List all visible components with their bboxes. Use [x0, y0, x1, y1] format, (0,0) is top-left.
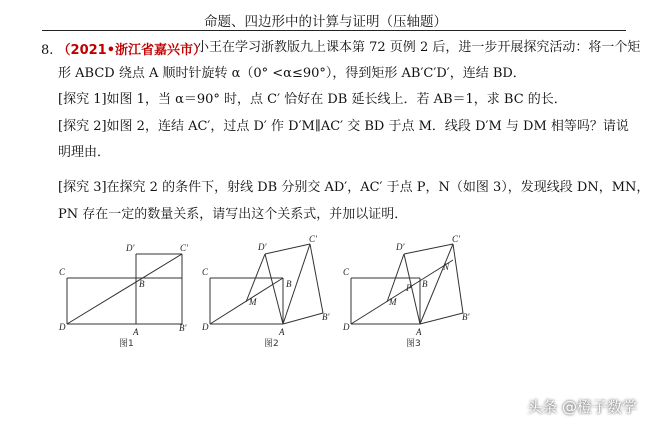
fig2-label-Cp: C′ — [309, 234, 317, 244]
figure-3 — [342, 234, 470, 349]
figure-2 — [201, 234, 330, 349]
question-line-4: [探究 2]如图 2，连结 AC′，过点 D′ 作 D′M∥AC′ 交 BD 于点 M．线段 D′M 与 DM 相等吗？请说 — [58, 119, 629, 134]
fig3-edge-DpCp — [404, 244, 453, 254]
fig3-edge-CpBp — [453, 244, 463, 313]
question-source: （2021•浙江省嘉兴市） — [57, 43, 207, 58]
figure-1 — [58, 243, 189, 349]
fig2-edge-CpBp — [310, 244, 323, 313]
fig1-label-A: A — [133, 327, 139, 337]
fig3-edge-BpA — [420, 313, 463, 324]
question-line-1: 小王在学习浙教版九上课本第 72 页例 2 后，进一步开展探究活动：将一个矩 — [196, 40, 641, 55]
fig1-label-B: B — [139, 279, 145, 289]
question-number-text: 8. — [41, 43, 54, 58]
fig2-label-M: M — [249, 297, 257, 307]
fig3-ray-DB — [351, 260, 453, 324]
fig3-caption: 图3 — [406, 339, 421, 349]
question-line-5: 明理由． — [58, 145, 111, 160]
fig3-label-P: P — [406, 283, 412, 293]
fig2-edge-DpCp — [265, 244, 310, 254]
fig3-label-M: M — [389, 297, 397, 307]
fig1-label-D: D — [59, 322, 66, 332]
fig2-label-D: D — [202, 322, 209, 332]
question-line-7: PN 存在一定的数量关系，请写出这个关系式，并加以证明． — [58, 207, 408, 222]
fig2-edge-ADp — [265, 254, 283, 324]
question-line-2: 形 ABCD 绕点 A 顺时针旋转 α（0° <α≤90°），得到矩形 AB′C′D′，连结 BD． — [58, 66, 526, 81]
fig1-caption: 图1 — [119, 339, 134, 349]
question-line-6: [探究 3]在探究 2 的条件下，射线 DB 分别交 AD′，AC′ 于点 P，N（如图 3），发现线段 DN，MN， — [58, 180, 650, 195]
fig3-label-N: N — [443, 262, 450, 272]
fig3-label-C: C — [343, 267, 350, 277]
fig2-label-A: A — [279, 327, 285, 337]
fig1-diagonal-DCp — [67, 254, 182, 324]
fig1-label-C: C — [59, 267, 66, 277]
watermark: 头条 @橙子数学 — [527, 398, 637, 416]
fig3-label-A: A — [416, 327, 422, 337]
fig1-label-Bp: B′ — [179, 323, 187, 333]
fig3-label-Dp: D′ — [396, 242, 405, 252]
fig2-label-Dp: D′ — [258, 242, 267, 252]
question-line-3: [探究 1]如图 1，当 α＝90° 时，点 C′ 恰好在 DB 延长线上．若 AB＝1，求 BC 的长． — [58, 92, 567, 107]
fig2-label-C: C — [202, 267, 209, 277]
fig2-label-B: B — [286, 279, 292, 289]
fig3-label-D: D — [343, 322, 350, 332]
fig1-label-Cp: C′ — [180, 243, 188, 253]
fig3-label-B: B — [422, 279, 428, 289]
fig3-label-Cp: C′ — [452, 234, 460, 244]
fig2-label-Bp: B′ — [322, 312, 330, 322]
fig2-edge-BpA — [283, 313, 323, 324]
fig3-label-Bp: B′ — [462, 312, 470, 322]
fig2-caption: 图2 — [264, 339, 279, 349]
fig1-label-Dp: D′ — [126, 243, 135, 253]
page-header-title: 命题、四边形中的计算与证明（压轴题） — [204, 14, 447, 30]
